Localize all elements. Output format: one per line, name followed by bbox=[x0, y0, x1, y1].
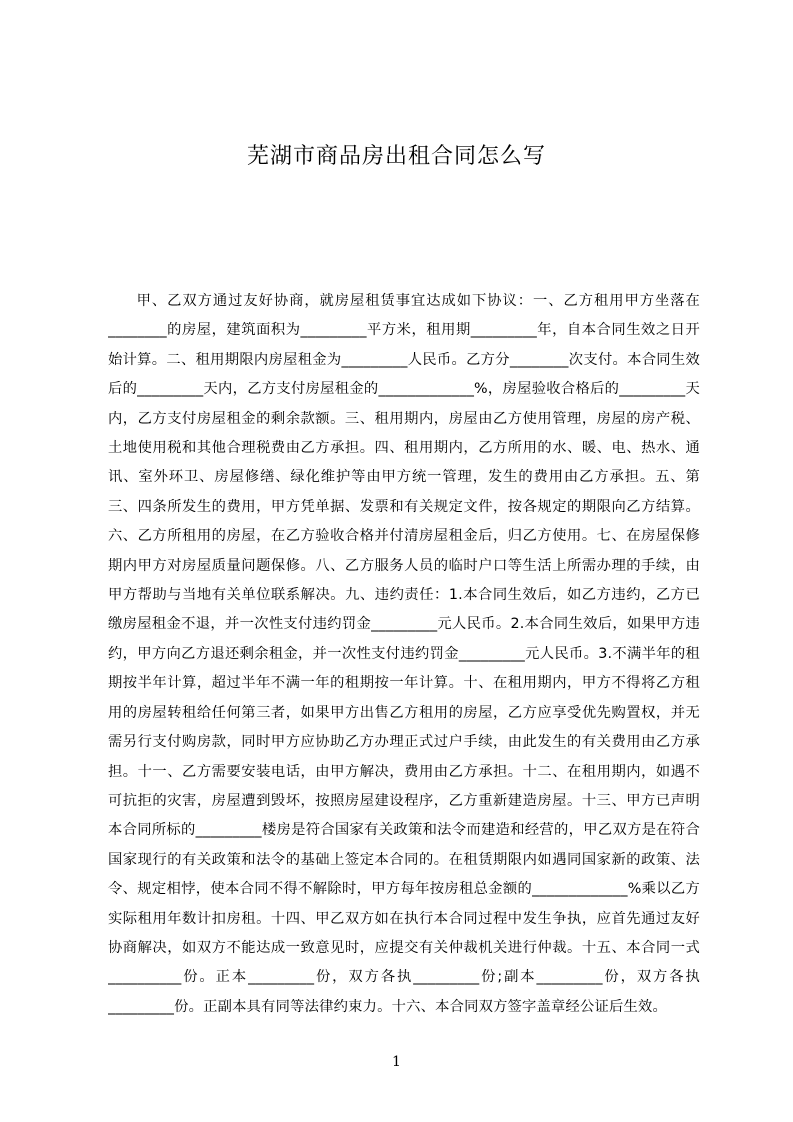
document-title: 芜湖市商品房出租合同怎么写 bbox=[246, 144, 546, 169]
page-number: 1 bbox=[392, 1054, 401, 1070]
contract-body-paragraph: 甲、乙双方通过友好协商，就房屋租赁事宜达成如下协议：一、乙方租用甲方坐落在________的房屋，建筑面积为_________平方米，租用期_________年，自本合同生效之日开始计算。二、租用期限内房屋租金为_________人民币。乙方分________次支付。本合同生效后的_________天内，乙方支付房屋租金的_____________%，房屋验收合格后的_________天内，乙方支付房屋租金的剩余款额。三、租用期内，房屋由乙方使用管理，房屋的房产税、土地使用税和其他合理税费由乙方承担。四、租用期内，乙方所用的水、暖、电、热水、通讯、室外环卫、房屋修缮、绿化维护等由甲方统一管理，发生的费用由乙方承担。五、第三、四条所发生的费用，甲方凭单据、发票和有关规定文件，按各规定的期限向乙方结算。六、乙方所租用的房屋，在乙方验收合格并付清房屋租金后，归乙方使用。七、在房屋保修期内甲方对房屋质量问题保修。八、乙方服务人员的临时户口等生活上所需办理的手续，由甲方帮助与当地有关单位联系解决。九、违约责任：1.本合同生效后，如乙方违约，乙方已缴房屋租金不退，并一次性支付违约罚金_________元人民币。2.本合同生效后，如果甲方违约，甲方向乙方退还剩余租金，并一次性支付违约罚金_________元人民币。3.不满半年的租期按半年计算，超过半年不满一年的租期按一年计算。十、在租用期内，甲方不得将乙方租用的房屋转租给任何第三者，如果甲方出售乙方租用的房屋，乙方应享受优先购置权，并无需另行支付购房款，同时甲方应协助乙方办理正式过户手续，由此发生的有关费用由乙方承担。十一、乙方需要安装电话，由甲方解决，费用由乙方承担。十二、在租用期内，如遇不可抗拒的灾害，房屋遭到毁坏，按照房屋建设程序，乙方重新建造房屋。十三、甲方已声明本合同所标的_________楼房是符合国家有关政策和法令而建造和经营的，甲乙双方是在符合国家现行的有关政策和法令的基础上签定本合同的。在租赁期限内如遇同国家新的政策、法令、规定相悖，使本合同不得不解除时，甲方每年按房租总金额的_____________%乘以乙方实际租用年数计扣房租。十四、甲乙双方如在执行本合同过程中发生争执，应首先通过友好协商解决，如双方不能达成一致意见时，应提交有关仲裁机关进行仲裁。十五、本合同一式__________份。正本_________份，双方各执_________份;副本_________份，双方各执_________份。正副本具有同等法律约束力。十六、本合同双方签字盖章经公证后生效。 bbox=[108, 293, 700, 1015]
